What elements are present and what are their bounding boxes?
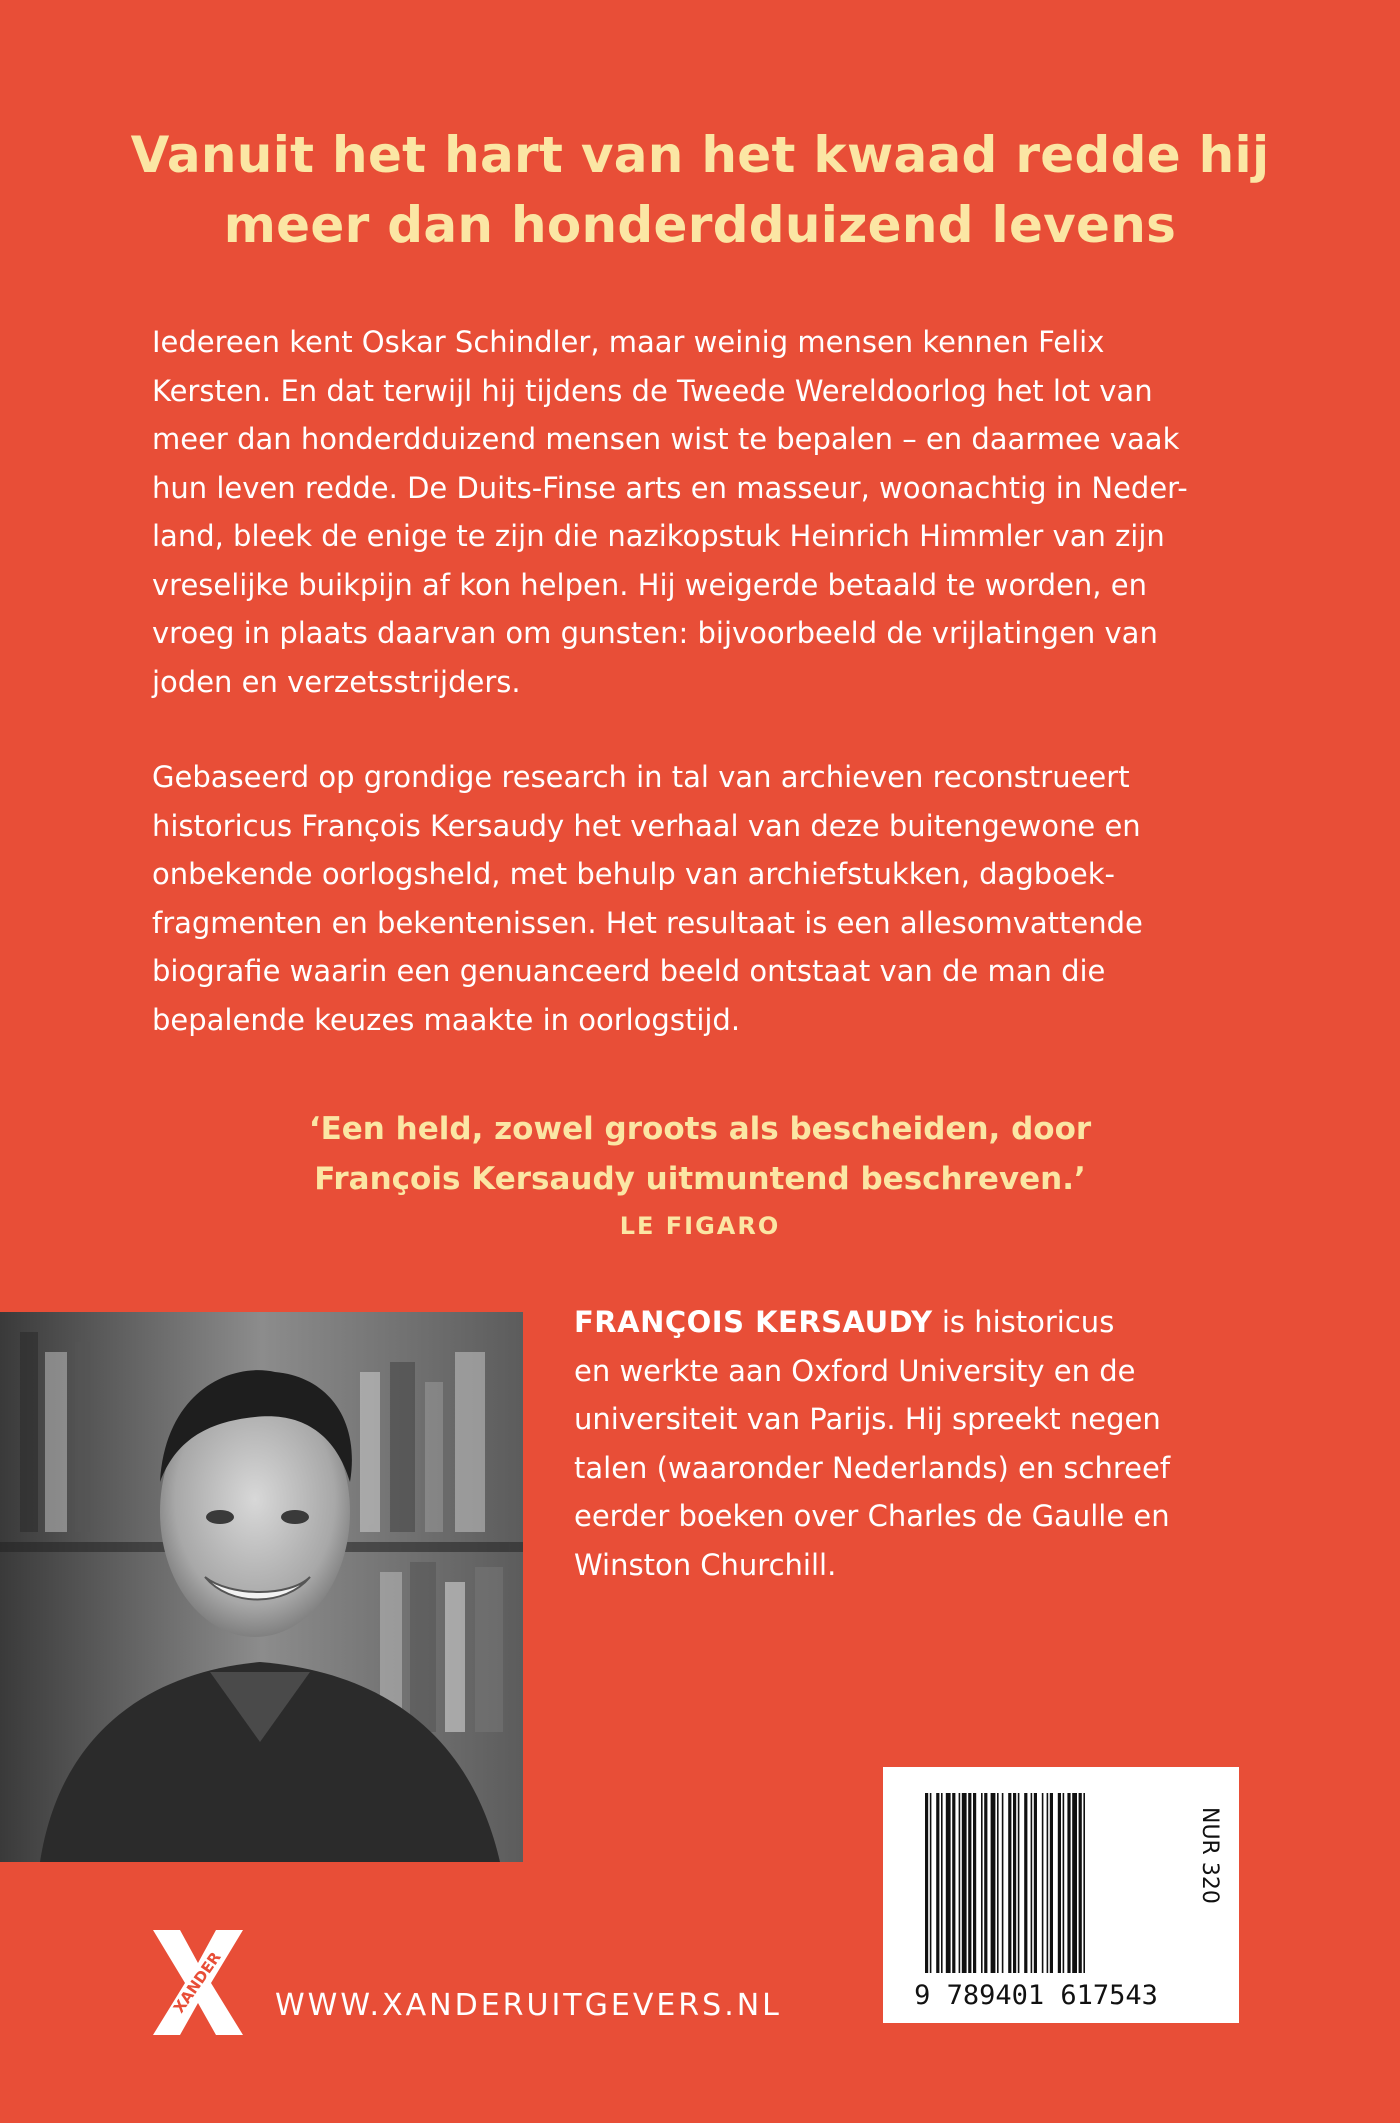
quote-line-2: François Kersaudy uitmuntend beschreven.’ <box>314 1161 1086 1197</box>
description-paragraph-2 <box>152 753 1232 1044</box>
barcode-bar <box>1024 1793 1027 1973</box>
barcode-bar <box>1079 1793 1082 1973</box>
barcode-bar <box>981 1793 983 1973</box>
paragraph-line: land, bleek de enige te zijn die nazikopstuk Heinrich Himmler van zijn <box>152 519 1165 553</box>
description-paragraph-1 <box>152 318 1232 706</box>
headline <box>0 120 1400 260</box>
barcode-image <box>883 1767 1239 2023</box>
barcode-bar <box>952 1793 955 1973</box>
author-bio <box>574 1298 1254 1589</box>
paragraph-line: biografie waarin een genuanceerd beeld ontstaat van de man die <box>152 954 1106 988</box>
barcode-bar <box>941 1793 943 1973</box>
barcode-bar <box>930 1793 932 1973</box>
paragraph-line: joden en verzetsstrijders. <box>152 664 521 699</box>
barcode-bar <box>959 1793 961 1973</box>
barcode-bar <box>1072 1793 1077 1973</box>
barcode-bar <box>1008 1793 1011 1973</box>
author-bio-line: universiteit van Parijs. Hij spreekt negen <box>574 1402 1161 1436</box>
author-photo <box>0 1312 523 1862</box>
xander-logo-text: XANDER <box>169 1948 225 2017</box>
paragraph-line: vroeg in plaats daarvan om gunsten: bijvoorbeeld de vrijlatingen van <box>152 616 1158 650</box>
barcode-bar <box>1042 1793 1044 1973</box>
author-bio-line: en werkte aan Oxford University en de <box>574 1353 1136 1388</box>
barcode-bar <box>973 1793 976 1973</box>
publisher-website[interactable]: WWW.XANDERUITGEVERS.NL <box>275 1988 782 2023</box>
nur-code: NUR 320 <box>1197 1807 1222 1904</box>
headline-line-2: meer dan honderdduizend levens <box>223 196 1177 254</box>
isbn-number: 9 789401 617543 <box>914 1980 1158 2011</box>
barcode-bar <box>1058 1793 1061 1973</box>
author-bio-line: eerder boeken over Charles de Gaulle en <box>574 1499 1170 1533</box>
quote-line-1: ‘Een held, zowel groots als bescheiden, door <box>308 1111 1092 1147</box>
author-bio-line: talen (waaronder Nederlands) en schreef <box>574 1450 1171 1485</box>
paragraph-line: Gebaseerd op grondige research in tal van archieven reconstrueert <box>152 760 1130 794</box>
headline-line-1: Vanuit het hart van het kwaad redde hij <box>130 126 1270 184</box>
barcode-bar <box>1031 1793 1033 1973</box>
barcode-bar <box>1034 1793 1037 1973</box>
xander-x-icon <box>148 1925 248 2040</box>
paragraph-line: historicus François Kersaudy het verhaal van deze buitengewone en <box>152 808 1141 843</box>
barcode-bar <box>991 1793 996 1973</box>
barcode-bar <box>946 1793 951 1973</box>
barcode-bar <box>1002 1793 1004 1973</box>
author-bio-intro: is historicus <box>932 1305 1115 1339</box>
xander-logo <box>148 1925 248 2040</box>
barcode-bar <box>1047 1793 1049 1973</box>
paragraph-line: Kersten. En dat terwijl hij tijdens de Tweede Wereldoorlog het lot van <box>152 373 1153 408</box>
paragraph-line: onbekende oorlogsheld, met behulp van archiefstukken, dagboek- <box>152 857 1115 891</box>
quote-source: LE FIGARO <box>619 1212 781 1240</box>
author-bio-line: Winston Churchill. <box>574 1547 837 1582</box>
barcode-bar <box>1050 1793 1053 1973</box>
barcode-bar <box>968 1793 971 1973</box>
barcode-bar <box>1018 1793 1020 1973</box>
barcode-bar <box>962 1793 967 1973</box>
barcode-bar <box>1067 1793 1070 1973</box>
barcode-bar <box>984 1793 987 1973</box>
barcode <box>883 1767 1239 2023</box>
barcode-bar <box>1013 1793 1016 1973</box>
paragraph-line: vreselijke buikpijn af kon helpen. Hij weigerde betaald te worden, en <box>152 567 1147 602</box>
paragraph-line: meer dan honderdduizend mensen wist te bepalen – en daarmee vaak <box>152 422 1180 456</box>
barcode-bar <box>1083 1793 1085 1973</box>
author-bio-line <box>574 1298 1254 1347</box>
author-name: FRANÇOIS KERSAUDY <box>574 1305 933 1339</box>
paragraph-line: Iedereen kent Oskar Schindler, maar weinig mensen kennen Felix <box>152 325 1105 359</box>
paragraph-line: hun leven redde. De Duits-Finse arts en masseur, woonachtig in Neder- <box>152 470 1188 505</box>
author-portrait-image <box>0 1312 523 1862</box>
paragraph-line: bepalende keuzes maakte in oorlogstijd. <box>152 1002 741 1037</box>
barcode-bar <box>925 1793 928 1973</box>
paragraph-line: fragmenten en bekentenissen. Het resultaat is een allesomvattende <box>152 905 1143 940</box>
barcode-bar <box>997 1793 999 1973</box>
barcode-bar <box>936 1793 939 1973</box>
review-quote <box>0 1104 1400 1204</box>
barcode-bar <box>1063 1793 1065 1973</box>
